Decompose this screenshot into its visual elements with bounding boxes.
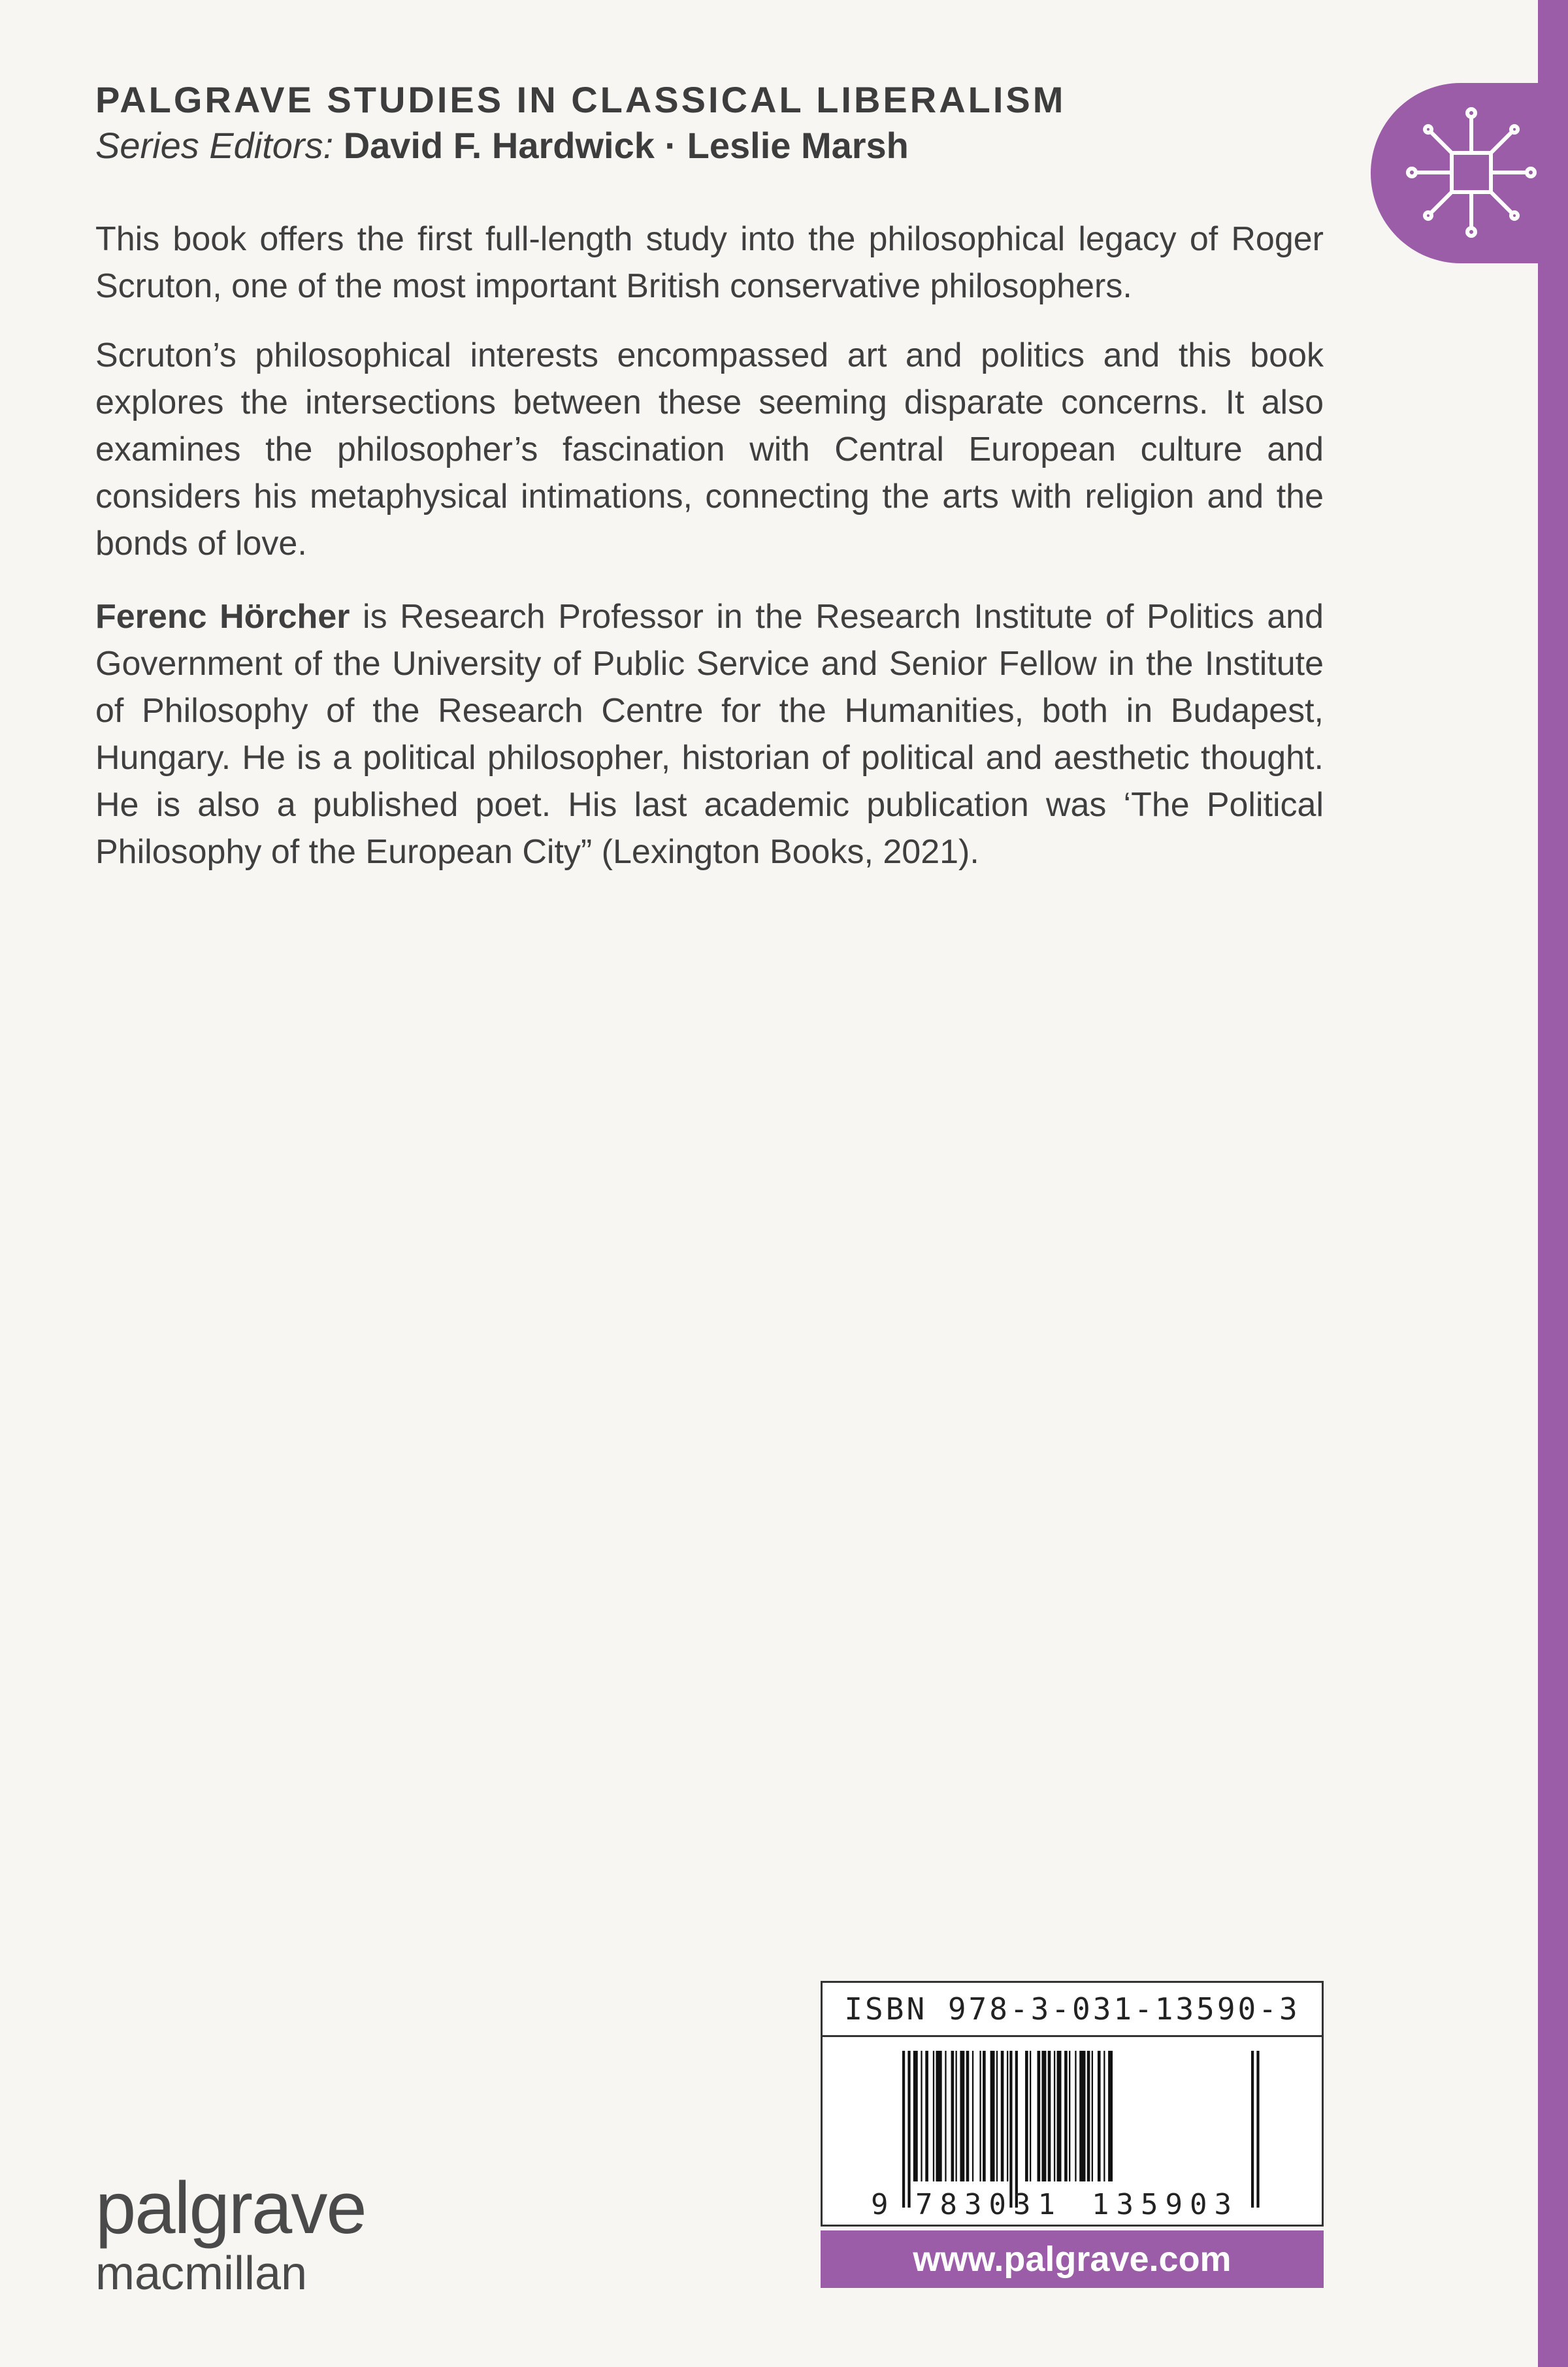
barcode-bar <box>1030 2051 1031 2181</box>
author-name: Ferenc Hörcher <box>95 598 350 636</box>
barcode-bar <box>1054 2051 1055 2181</box>
barcode-bar <box>951 2051 955 2181</box>
author-bio <box>95 593 1324 875</box>
barcode-bar <box>1015 2051 1018 2208</box>
barcode-bar <box>1025 2051 1028 2181</box>
barcode-bar <box>1048 2051 1051 2181</box>
barcode-bar <box>966 2051 970 2181</box>
barcode-bars <box>902 2051 1260 2208</box>
publisher-name-line-2: macmillan <box>95 2247 308 2300</box>
barcode-bar <box>1041 2051 1046 2181</box>
barcode-bar <box>1057 2051 1062 2181</box>
series-title: PALGRAVE STUDIES IN CLASSICAL LIBERALISM <box>95 79 1066 120</box>
barcode-bar <box>983 2051 986 2181</box>
barcode-bar <box>960 2051 964 2181</box>
isbn-label: ISBN 978-3-031-13590-3 <box>823 1983 1322 2037</box>
blurb-paragraph-1: This book offers the first full-length study into the philosophical legacy of Roger Scruton, one of the most important British conservative philosophers. <box>95 220 1324 305</box>
barcode-bar <box>1075 2051 1076 2181</box>
barcode-bar <box>936 2051 941 2181</box>
barcode-bar <box>1069 2051 1070 2181</box>
barcode-bar <box>955 2051 956 2181</box>
barcode-bar <box>1108 2051 1113 2181</box>
barcode-bar <box>1079 2051 1085 2181</box>
publisher-logo <box>95 2169 366 2300</box>
series-editors-names: David F. Hardwick · Leslie Marsh <box>343 125 909 166</box>
purple-spine-stripe <box>1538 0 1568 2367</box>
isbn-barcode-box <box>821 1981 1324 2227</box>
barcode-bar <box>1087 2051 1090 2181</box>
barcode-bar <box>996 2051 998 2181</box>
series-editors <box>95 124 909 167</box>
publisher-url: www.palgrave.com <box>821 2230 1324 2288</box>
barcode-bar <box>902 2051 905 2208</box>
barcode-bar <box>1009 2051 1012 2208</box>
barcode-bar <box>1092 2051 1093 2181</box>
barcode-digit-first: 9 <box>871 2188 889 2221</box>
barcode-bar <box>1007 2051 1008 2181</box>
barcode-digits-right: 135903 <box>1092 2188 1239 2221</box>
barcode-bar <box>990 2051 995 2181</box>
barcode-bar <box>913 2051 918 2181</box>
publisher-name-line-1: palgrave <box>95 2167 366 2249</box>
author-bio-text: is Research Professor in the Research Institute of Politics and Government of the University of Public Service and Senior Fellow in the Institute of Philosophy of the Research Centre for the Humanities, both in Budapest, Hungary. He is a political philosopher, historian of political and aesthetic thought. He is also a published poet. His last academic publication was ‘The Political Philosophy of the European City” (Lexington Books, 2021). <box>95 598 1324 871</box>
barcode-bar <box>1037 2051 1041 2181</box>
barcode-bar <box>1251 2051 1254 2208</box>
barcode-bar <box>925 2051 928 2181</box>
emblem-tab <box>1371 83 1568 263</box>
barcode-bar <box>907 2051 910 2208</box>
barcode-bar <box>972 2051 973 2181</box>
barcode-bar <box>1256 2051 1259 2208</box>
barcode-bar <box>1064 2051 1068 2181</box>
barcode-digits-left: 783031 <box>915 2188 1062 2221</box>
barcode-bar <box>1103 2051 1105 2181</box>
barcode <box>862 2051 1286 2221</box>
barcode-bar <box>933 2051 934 2181</box>
barcode-bar <box>1001 2051 1004 2181</box>
palgrave-network-emblem-icon <box>1399 97 1543 248</box>
barcode-bar <box>1098 2051 1101 2181</box>
series-editors-label: Series Editors: <box>95 125 334 166</box>
barcode-bar <box>979 2051 981 2181</box>
blurb <box>95 216 1324 898</box>
barcode-bar <box>945 2051 946 2181</box>
barcode-bar <box>921 2051 922 2181</box>
blurb-paragraph-2: Scruton’s philosophical interests encompassed art and politics and this book explores the intersections between these seeming disparate concerns. It also examines the philosopher’s fascination with Central European culture and considers his metaphysical intimations, connecting the arts with religion and the bonds of love. <box>95 336 1324 563</box>
